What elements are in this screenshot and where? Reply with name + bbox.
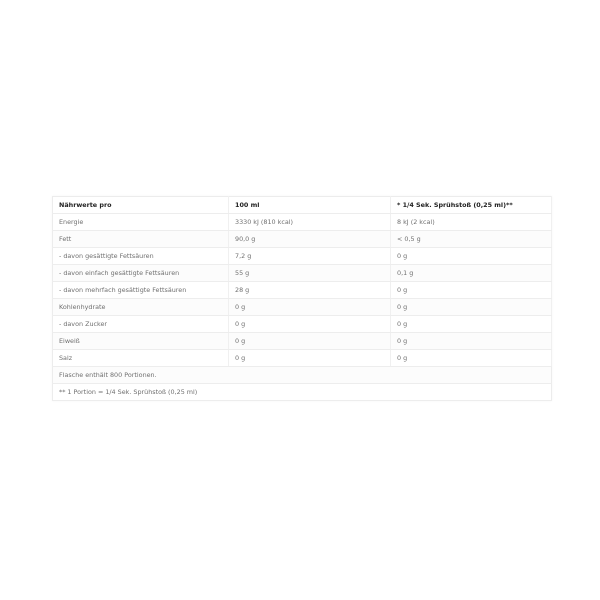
value-per-100ml: 3330 kJ (810 kcal)	[229, 214, 391, 231]
value-per-100ml: 0 g	[229, 333, 391, 350]
table-row	[53, 333, 552, 350]
value-per-portion: 0 g	[391, 248, 552, 265]
value-per-100ml: 90,0 g	[229, 231, 391, 248]
table-row	[53, 214, 552, 231]
value-per-portion: 8 kJ (2 kcal)	[391, 214, 552, 231]
nutrient-label: - davon Zucker	[53, 316, 229, 333]
nutrient-label: Eiweiß	[53, 333, 229, 350]
value-per-100ml: 0 g	[229, 316, 391, 333]
value-per-100ml: 7,2 g	[229, 248, 391, 265]
value-per-100ml: 55 g	[229, 265, 391, 282]
table-row	[53, 299, 552, 316]
value-per-portion: 0,1 g	[391, 265, 552, 282]
table-header-row	[53, 197, 552, 214]
nutrient-label: - davon mehrfach gesättigte Fettsäuren	[53, 282, 229, 299]
header-nutrient: Nährwerte pro	[53, 197, 229, 214]
value-per-100ml: 28 g	[229, 282, 391, 299]
value-per-portion: 0 g	[391, 282, 552, 299]
note-row-portions	[53, 367, 552, 384]
header-per-portion: * 1/4 Sek. Sprühstoß (0,25 ml)**	[391, 197, 552, 214]
value-per-100ml: 0 g	[229, 299, 391, 316]
table-row	[53, 231, 552, 248]
nutrient-label: Energie	[53, 214, 229, 231]
value-per-portion: 0 g	[391, 299, 552, 316]
table-row	[53, 248, 552, 265]
nutrition-table	[52, 196, 552, 401]
nutrient-label: Salz	[53, 350, 229, 367]
header-per-100ml: 100 ml	[229, 197, 391, 214]
table-row	[53, 350, 552, 367]
note-portions: Flasche enthält 800 Portionen.	[53, 367, 552, 384]
table-row	[53, 265, 552, 282]
value-per-portion: 0 g	[391, 316, 552, 333]
table-row	[53, 282, 552, 299]
nutrient-label: - davon gesättigte Fettsäuren	[53, 248, 229, 265]
table-row	[53, 316, 552, 333]
nutrient-label: Fett	[53, 231, 229, 248]
nutrient-label: Kohlenhydrate	[53, 299, 229, 316]
nutrient-label: - davon einfach gesättigte Fettsäuren	[53, 265, 229, 282]
value-per-100ml: 0 g	[229, 350, 391, 367]
value-per-portion: < 0,5 g	[391, 231, 552, 248]
note-row-footnote	[53, 384, 552, 401]
value-per-portion: 0 g	[391, 350, 552, 367]
value-per-portion: 0 g	[391, 333, 552, 350]
note-footnote: ** 1 Portion = 1/4 Sek. Sprühstoß (0,25 ml)	[53, 384, 552, 401]
